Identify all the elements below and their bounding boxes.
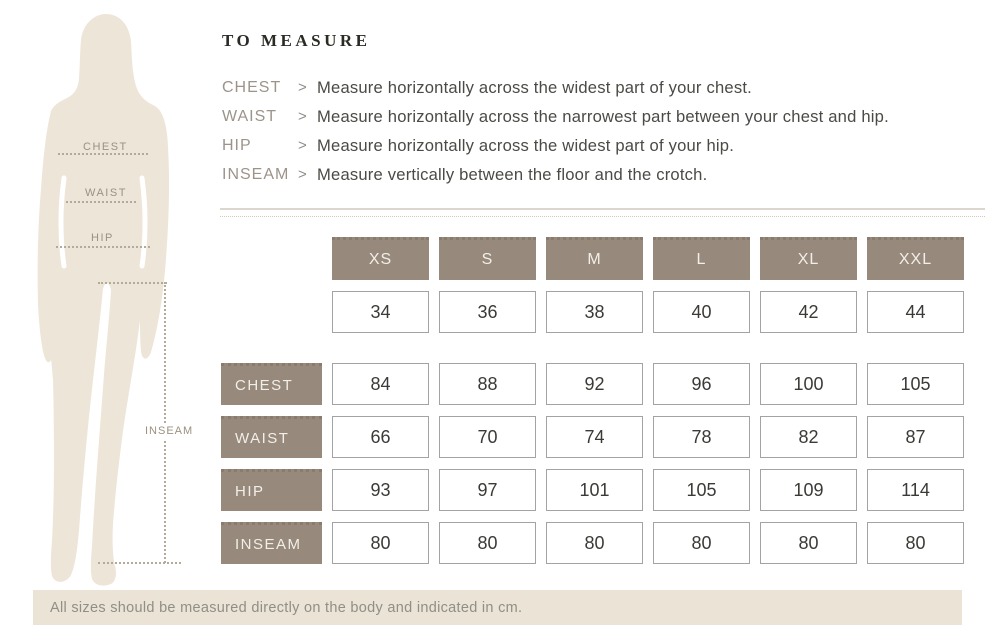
size-number-cell: 38 bbox=[546, 291, 643, 333]
measurement-value-cell: 74 bbox=[546, 416, 643, 458]
female-silhouette-graphic bbox=[18, 10, 198, 590]
body-measurement-figure bbox=[0, 0, 210, 600]
measurement-row bbox=[221, 416, 964, 458]
measurement-value-cell: 87 bbox=[867, 416, 964, 458]
hip-measure-line bbox=[56, 246, 150, 248]
measurement-value-cell: 80 bbox=[439, 522, 536, 564]
footer-note-text: All sizes should be measured directly on the body and indicated in cm. bbox=[50, 599, 523, 616]
measure-instruction-row bbox=[222, 73, 889, 102]
size-number-cell: 44 bbox=[867, 291, 964, 333]
row-header-cell: CHEST bbox=[221, 363, 322, 405]
measurement-value-cell: 114 bbox=[867, 469, 964, 511]
measure-term: CHEST bbox=[222, 78, 282, 96]
inseam-bottom-line bbox=[98, 562, 181, 564]
figure-hip-label: HIP bbox=[91, 232, 114, 244]
size-number-cell: 34 bbox=[332, 291, 429, 333]
measurement-value-cell: 101 bbox=[546, 469, 643, 511]
arrow-separator: > bbox=[298, 79, 307, 96]
divider-line bbox=[220, 208, 985, 210]
measurement-value-cell: 96 bbox=[653, 363, 750, 405]
size-header-cell: S bbox=[439, 237, 536, 280]
measurement-value-cell: 80 bbox=[653, 522, 750, 564]
size-number-cell: 40 bbox=[653, 291, 750, 333]
measure-instruction-row bbox=[222, 102, 889, 131]
measure-term: INSEAM bbox=[222, 165, 290, 183]
measurement-value-cell: 84 bbox=[332, 363, 429, 405]
measure-description: Measure horizontally across the widest part of your chest. bbox=[317, 77, 752, 97]
measurement-value-cell: 80 bbox=[332, 522, 429, 564]
row-header-cell: WAIST bbox=[221, 416, 322, 458]
measure-description: Measure horizontally across the narrowest part between your chest and hip. bbox=[317, 106, 889, 126]
size-header-cell: M bbox=[546, 237, 643, 280]
measurement-row bbox=[221, 522, 964, 564]
measurement-value-cell: 80 bbox=[760, 522, 857, 564]
measurement-value-cell: 92 bbox=[546, 363, 643, 405]
inseam-top-line bbox=[98, 282, 167, 284]
measurement-value-cell: 80 bbox=[546, 522, 643, 564]
measurement-row bbox=[221, 363, 964, 405]
measurement-value-cell: 82 bbox=[760, 416, 857, 458]
measure-instruction-row bbox=[222, 160, 889, 189]
row-header-cell: HIP bbox=[221, 469, 322, 511]
measure-term: HIP bbox=[222, 136, 252, 154]
measurement-value-cell: 109 bbox=[760, 469, 857, 511]
measurement-value-cell: 97 bbox=[439, 469, 536, 511]
measure-term: WAIST bbox=[222, 107, 278, 125]
row-header-cell: INSEAM bbox=[221, 522, 322, 564]
measurement-row bbox=[221, 469, 964, 511]
measure-instructions bbox=[222, 73, 889, 189]
measurement-value-cell: 100 bbox=[760, 363, 857, 405]
arrow-separator: > bbox=[298, 166, 307, 183]
measurement-value-cell: 78 bbox=[653, 416, 750, 458]
measure-description: Measure horizontally across the widest part of your hip. bbox=[317, 135, 735, 155]
arrow-separator: > bbox=[298, 108, 307, 125]
sizes-header-row bbox=[332, 237, 964, 280]
measurement-value-cell: 105 bbox=[867, 363, 964, 405]
figure-chest-label: CHEST bbox=[83, 141, 128, 153]
size-number-cell: 36 bbox=[439, 291, 536, 333]
measurement-value-cell: 70 bbox=[439, 416, 536, 458]
size-number-row bbox=[332, 291, 964, 333]
measurement-value-cell: 66 bbox=[332, 416, 429, 458]
footer-note-bar bbox=[33, 590, 962, 625]
waist-measure-line bbox=[66, 201, 136, 203]
divider-dotted-line bbox=[220, 216, 985, 217]
measure-instruction-row bbox=[222, 131, 889, 160]
measurement-value-cell: 88 bbox=[439, 363, 536, 405]
figure-inseam-label: INSEAM bbox=[141, 423, 197, 439]
section-title: TO MEASURE bbox=[222, 31, 371, 50]
measurement-value-cell: 80 bbox=[867, 522, 964, 564]
size-header-cell: XXL bbox=[867, 237, 964, 280]
measurement-value-cell: 93 bbox=[332, 469, 429, 511]
figure-waist-label: WAIST bbox=[85, 187, 127, 199]
arrow-separator: > bbox=[298, 137, 307, 154]
size-header-cell: XS bbox=[332, 237, 429, 280]
size-header-cell: L bbox=[653, 237, 750, 280]
size-header-cell: XL bbox=[760, 237, 857, 280]
chest-measure-line bbox=[58, 153, 148, 155]
measure-description: Measure vertically between the floor and the crotch. bbox=[317, 164, 708, 184]
measurement-value-cell: 105 bbox=[653, 469, 750, 511]
size-number-cell: 42 bbox=[760, 291, 857, 333]
